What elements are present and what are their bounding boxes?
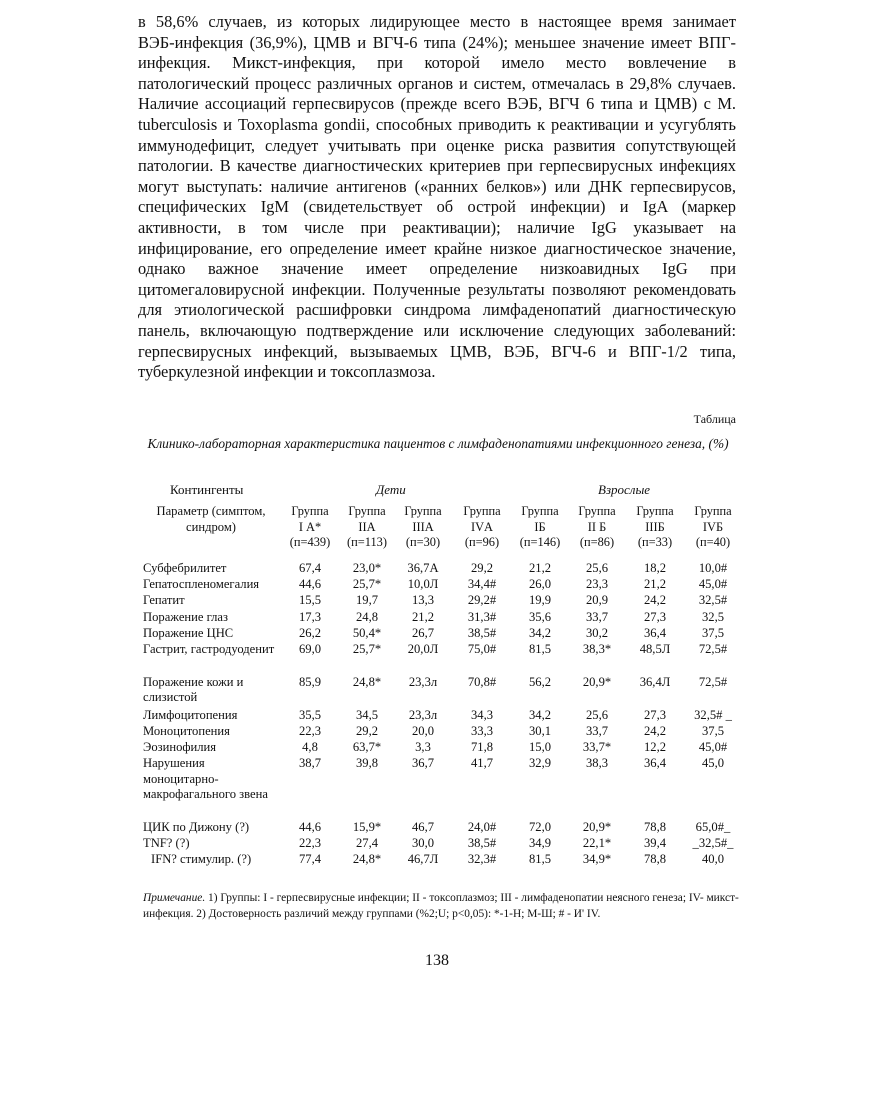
table-cell: 21,2 [411, 609, 435, 624]
page-number: 138 [425, 952, 449, 969]
row-label: Эозинофилия [143, 739, 217, 754]
table-cell: 32,5# _ [694, 707, 732, 722]
table-cell: 38,3* [582, 641, 612, 656]
note-heading: Примечание. [143, 892, 206, 904]
table-cell: 25,6 [585, 707, 609, 722]
table-cell: 40,0 [701, 852, 725, 867]
column-header-line: IБ [534, 519, 546, 534]
table-row [143, 852, 743, 868]
row-label: IFN? стимулир. (?) [151, 852, 252, 867]
row-label: Субфебрилитет [143, 561, 227, 575]
column-header-line: II Б [587, 519, 607, 534]
text-line: специфических IgM (свидетельствует об острой инфекции) и IgA (маркер [138, 197, 736, 217]
table-cell: 38,5# [467, 835, 497, 850]
text-line: иммунодефицит, следует учитывать при оценке риска развития сопутствующей [138, 135, 736, 155]
column-header [511, 504, 569, 551]
table-cell: 63,7* [352, 739, 382, 754]
text-line: панель, включающую подтверждение или исключение следующих заболеваний: [138, 320, 736, 340]
table-cell: 18,2 [643, 561, 667, 575]
table-cell: 38,5# [467, 625, 497, 640]
table-cell: 35,5 [298, 707, 322, 722]
column-header-line: Группа [404, 504, 442, 518]
table-cell: 24,8* [352, 852, 382, 867]
table-cell: 34,9 [528, 835, 552, 850]
table-cell: 45,0 [701, 756, 725, 771]
table-cell: 72,5# [698, 674, 728, 689]
table-cell: 24,8 [355, 609, 379, 624]
table-row [143, 642, 743, 675]
table-cell: 27,4 [355, 835, 379, 850]
table-label: Таблица [693, 412, 736, 426]
table-row [143, 836, 743, 852]
table-cell: 19,7 [355, 593, 379, 608]
table-cell: 71,8 [470, 739, 494, 754]
column-header-line: Группа [463, 504, 501, 518]
table-row [143, 577, 743, 593]
table-cell: 56,2 [528, 674, 552, 689]
row-label: Поражение ЦНС [143, 625, 234, 640]
table-cell: 15,0 [528, 739, 552, 754]
table-cell: 78,8 [643, 852, 667, 867]
table-cell: 46,7 [411, 819, 435, 834]
table-cell: 32,5# [698, 593, 728, 608]
column-header-line: Группа [578, 504, 616, 518]
table-cell: 22,1* [582, 835, 612, 850]
text-line: инфицирование, его определение имеет крайне низкое диагностическое значение, [138, 238, 736, 258]
text-line: активности, в том числе при реактивации); наличие IgG указывает на [138, 217, 736, 237]
table-row [143, 724, 743, 740]
column-header [684, 504, 742, 551]
table-cell: 35,6 [528, 609, 552, 624]
row-label: Моноцитопения [143, 723, 230, 738]
table-cell: 31,3# [467, 609, 497, 624]
table-cell: 78,8 [643, 819, 667, 834]
column-header [281, 504, 339, 551]
text-line: в 58,6% случаев, из которых лидирующее место в настоящее время занимает [138, 12, 736, 31]
table-cell: 72,5# [698, 641, 728, 656]
table-row [143, 561, 743, 577]
table-cell: 33,7* [582, 739, 612, 754]
table-cell: 36,4Л [639, 674, 671, 689]
table-note [143, 891, 739, 922]
column-header-line: (п=30) [405, 535, 441, 549]
table-cell: 34,2 [528, 625, 552, 640]
table-cell: 26,0 [528, 577, 552, 592]
table-cell: 20,9* [582, 819, 612, 834]
table-cell: 23,3л [408, 707, 438, 722]
table-cell: 25,7* [352, 577, 382, 592]
table-cell: 38,3 [585, 756, 609, 771]
table-cell: 39,8 [355, 756, 379, 771]
column-header-line: Группа [636, 504, 674, 518]
table-cell: 3,3 [415, 739, 431, 754]
table-cell: 34,4# [467, 577, 497, 592]
table-cell: 34,5 [355, 707, 379, 722]
table-cell: 46,7Л [407, 852, 439, 867]
row-label: ЦИК по Дижону (?) [143, 819, 250, 834]
table-cell: 30,0 [411, 835, 435, 850]
table-cell: 81,5 [528, 852, 552, 867]
table-cell: 32,9 [528, 756, 552, 771]
text-line: инфекция. Микст-инфекция, при которой имело место вовлечение в [138, 53, 736, 73]
text-line: патологии. В качестве диагностических критериев при герпесвирусных инфекциях [138, 156, 736, 176]
table-row [143, 675, 743, 708]
table-cell: 32,5 [701, 609, 725, 624]
table-cell: 36,7А [407, 561, 439, 575]
table-cell: 26,7 [411, 625, 435, 640]
table-cell: 25,7* [352, 641, 382, 656]
row-label: Поражение кожи и слизистой [143, 674, 244, 705]
table-row [143, 593, 743, 609]
parameter-header: Параметр (симптом, синдром) [156, 504, 266, 534]
table-cell: 65,0#_ [695, 819, 731, 834]
table-cell: 75,0# [467, 641, 497, 656]
text-line: Наличие ассоциаций герпесвирусов (прежде всего ВЭБ, ВГЧ 6 типа и ЦМВ) с M. [138, 94, 736, 114]
table-cell: 29,2 [470, 561, 494, 575]
text-line: для этиологической расшифровки синдрома лимфаденопатий диагностическую [138, 300, 736, 320]
table-cell: 36,7 [411, 756, 435, 771]
text-line: tuberculosis и Toxoplasma gondii, способных приводить к реактивации и усугублять [138, 114, 736, 134]
table-row [143, 708, 743, 724]
table-cell: 24,0# [467, 819, 497, 834]
row-label: Гастрит, гастродуоденит [143, 641, 275, 656]
table-cell: 29,2 [355, 723, 379, 738]
table-cell: 30,1 [528, 723, 552, 738]
body-text [138, 12, 736, 383]
table-cell: 36,4 [643, 625, 667, 640]
text-line: могут выступать: наличие антигенов («ранних белков») или ДНК герпесвирусов, [138, 176, 736, 196]
row-label: Гепатоспленомегалия [143, 577, 260, 592]
table-cell: 10,0Л [407, 577, 439, 592]
table-cell: 67,4 [298, 561, 322, 575]
column-header [453, 504, 511, 551]
table-cell: 21,2 [643, 577, 667, 592]
text-line: патологический процесс различных органов и систем, отмечалась в 29,8% случаев. [138, 73, 736, 93]
text-line: ВЭБ-инфекция (36,9%), ЦМВ и ВГЧ-6 типа (24%); меньшее значение имеет ВПГ- [138, 32, 736, 52]
table-cell: 30,2 [585, 625, 609, 640]
text-line: герпесвирусных инфекций, вызываемых ЦМВ, ВЭБ, ВГЧ-6 и ВПГ-1/2 типа, [138, 341, 736, 361]
table-cell: 45,0# [698, 739, 728, 754]
column-header-line: (п=86) [579, 535, 615, 549]
column-header-line: IVБ [702, 519, 724, 534]
table-cell: 24,2 [643, 593, 667, 608]
data-table [143, 561, 743, 868]
column-header-line: (п=113) [347, 535, 387, 549]
table-cell: 72,0 [528, 819, 552, 834]
column-header-line: (п=146) [519, 535, 561, 549]
contingents-header: Контингенты [170, 482, 244, 497]
table-cell: 70,8# [467, 674, 497, 689]
row-label: Поражение глаз [143, 609, 228, 624]
note-text: 1) Группы: I - герпесвирусные инфекции; II - токсоплазмоз; III - лимфаденопатии неясного генеза; IV- микст-инфекция. 2) Достоверность различий между группами (%2;U; p<0,05): *-1-Н; М-Ш; # - И' IV. [143, 892, 739, 920]
table-cell: 34,2 [528, 707, 552, 722]
column-header-line: IIIА [412, 519, 434, 534]
text-line: туберкулезной инфекции и токсоплазмоза. [138, 362, 436, 382]
table-cell: 23,3л [408, 674, 438, 689]
table-cell: 33,7 [585, 609, 609, 624]
table-cell: 48,5Л [639, 641, 671, 656]
column-header-line: (п=439) [289, 535, 331, 549]
table-row [143, 740, 743, 756]
table-cell: 34,9* [582, 852, 612, 867]
table-cell: 34,3 [470, 707, 494, 722]
column-header-line: IIIБ [645, 519, 665, 534]
table-cell: 25,6 [585, 561, 609, 575]
table-cell: 69,0 [298, 641, 322, 656]
column-header [394, 504, 452, 551]
table-cell: 33,7 [585, 723, 609, 738]
column-header-line: (п=40) [695, 535, 731, 549]
table-cell: 22,3 [298, 723, 322, 738]
table-cell: 85,9 [298, 674, 322, 689]
children-header: Дети [376, 482, 406, 497]
table-cell: 17,3 [298, 609, 322, 624]
table-row [143, 756, 743, 820]
table-cell: 23,3 [585, 577, 609, 592]
row-label: Нарушения моноцитарно-макрофагального звена [143, 756, 268, 801]
table-cell: 24,8* [352, 674, 382, 689]
table-row [143, 820, 743, 836]
table-cell: 20,9* [582, 674, 612, 689]
table-cell: 77,4 [298, 852, 322, 867]
row-label: Гепатит [143, 593, 185, 608]
table-cell: 24,2 [643, 723, 667, 738]
column-header-line: Группа [348, 504, 386, 518]
table-cell: 29,2# [467, 593, 497, 608]
column-header-line: Группа [521, 504, 559, 518]
column-header-line: Группа [291, 504, 329, 518]
table-cell: 44,6 [298, 819, 322, 834]
table-cell: 41,7 [470, 756, 494, 771]
table-cell: 26,2 [298, 625, 322, 640]
table-cell: 36,4 [643, 756, 667, 771]
table-cell: 21,2 [528, 561, 552, 575]
column-header-line: Группа [694, 504, 732, 518]
column-header-line: (п=96) [464, 535, 500, 549]
adults-header: Взрослые [598, 482, 651, 497]
table-row [143, 626, 743, 642]
table-cell: 19,9 [528, 593, 552, 608]
table-cell: 15,9* [352, 819, 382, 834]
table-cell: 44,6 [298, 577, 322, 592]
table-cell: 27,3 [643, 609, 667, 624]
table-cell: 37,5 [701, 625, 725, 640]
table-cell: 23,0* [352, 561, 382, 575]
table-cell: 20,9 [585, 593, 609, 608]
table-cell: 39,4 [643, 835, 667, 850]
column-header-line: I А* [298, 519, 322, 534]
table-cell: 22,3 [298, 835, 322, 850]
table-cell: 15,5 [298, 593, 322, 608]
table-cell: 33,3 [470, 723, 494, 738]
row-label: Лимфоцитопения [143, 707, 238, 722]
column-header [568, 504, 626, 551]
table-cell: 10,0# [698, 561, 728, 575]
table-cell: 37,5 [701, 723, 725, 738]
row-label: TNF? (?) [143, 835, 190, 850]
column-header-line: (п=33) [637, 535, 673, 549]
column-header-line: IIА [358, 519, 376, 534]
column-header-line: IVА [470, 519, 494, 534]
table-cell: _32,5#_ [692, 835, 734, 850]
table-cell: 32,3# [467, 852, 497, 867]
table-cell: 27,3 [643, 707, 667, 722]
table-cell: 20,0Л [407, 641, 439, 656]
column-header [338, 504, 396, 551]
table-cell: 38,7 [298, 756, 322, 771]
text-line: однако важное значение имеет определение низкоавидных IgG при [138, 259, 736, 279]
table-cell: 13,3 [411, 593, 435, 608]
table-cell: 12,2 [643, 739, 667, 754]
table-cell: 81,5 [528, 641, 552, 656]
column-header [626, 504, 684, 551]
table-cell: 50,4* [352, 625, 382, 640]
text-line: цитомегаловирусной инфекции. Полученные результаты позволяют рекомендовать [138, 279, 736, 299]
table-row [143, 610, 743, 626]
table-cell: 20,0 [411, 723, 435, 738]
table-cell: 4,8 [302, 739, 318, 754]
table-cell: 45,0# [698, 577, 728, 592]
table-title: Клинико-лабораторная характеристика пациентов с лимфаденопатиями инфекционного генеза, (%) [147, 436, 729, 451]
